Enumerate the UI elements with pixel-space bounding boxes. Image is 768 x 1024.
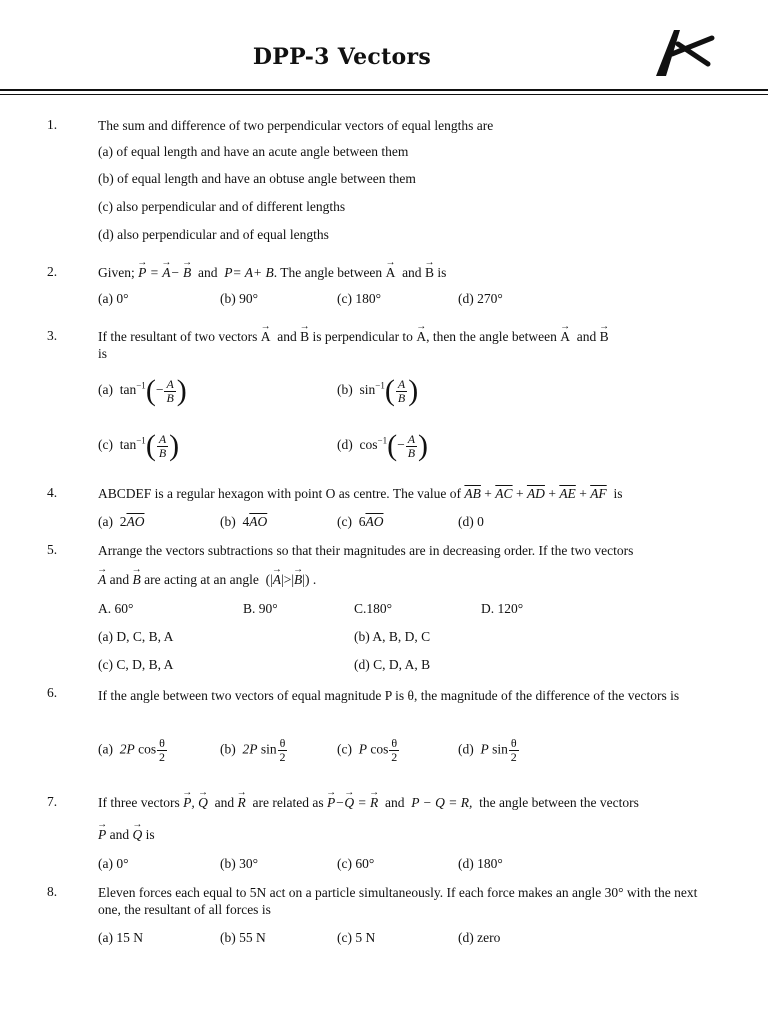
question-number: 8.	[47, 884, 58, 899]
angle-a: A. 60°	[98, 601, 134, 616]
question-number: 4.	[47, 485, 58, 500]
option-a: (a) D, C, B, A	[98, 629, 174, 644]
option-d: (d) 270°	[458, 291, 503, 306]
option-a: (a) of equal length and have an acute angle between them	[98, 144, 409, 159]
question-stem: The sum and difference of two perpendicular vectors of equal lengths are	[98, 118, 494, 133]
question-stem: Given; → P = → A− → B and P= A+ B. The angle between → A and → B is	[98, 264, 728, 281]
question-stem-cont: → A and → B are acting at an angle (|→ A|>|→ B|) .	[98, 571, 728, 588]
option-d: (d) 0	[458, 514, 484, 529]
question-stem: If the resultant of two vectors → A and → B is perpendicular to → A, then the angle between → A and → B is	[98, 328, 728, 362]
option-d: (d) 180°	[458, 856, 503, 871]
option-c: (c) P cos $\frac{\theta}{2}$	[337, 736, 398, 764]
header-rule	[0, 89, 768, 91]
question-number: 7.	[47, 794, 58, 809]
question-number: 6.	[47, 685, 58, 700]
option-c: (c) $\tan^{-1}$( $\frac{A}{B}$ )	[98, 429, 180, 462]
question-stem: If the angle between two vectors of equal magnitude P is θ, the magnitude of the difference of the vectors is	[98, 688, 680, 703]
angle-d: D. 120°	[481, 601, 524, 616]
angle-c: C.180°	[354, 601, 393, 616]
question-stem: Eleven forces each equal to 5N act on a particle simultaneously. If each force makes an angle 30° with the next one, the resultant of all forces is	[98, 885, 698, 917]
option-b: (b) 30°	[220, 856, 259, 871]
option-b: (b) 55 N	[220, 930, 266, 945]
question-number: 5.	[47, 542, 58, 557]
option-a: (a) 0°	[98, 291, 129, 306]
option-b: (b) $4\overline{AO}$	[220, 514, 268, 529]
question-stem: ABCDEF is a regular hexagon with point O as centre. The value of $\overline{AB} + \overline{AC} + \overline{AD} + \overline{AE} + \overline{AF}$ is	[98, 486, 623, 501]
question-stem: If three vectors → P, → Q and → R are related as → P−→ Q = → R and P − Q = R, the angle between the vectors	[98, 794, 728, 811]
option-b: (b) $\sin^{-1}$( $\frac{A}{B}$ )	[337, 374, 419, 407]
option-d: (d) $\cos^{-1}(-$ $\frac{A}{B}$ )	[337, 429, 429, 462]
option-d: (d) also perpendicular and of equal lengths	[98, 227, 329, 242]
option-c: (c) 5 N	[337, 930, 376, 945]
option-a: (a) 15 N	[98, 930, 143, 945]
question-number: 2.	[47, 264, 58, 279]
option-c: (c) $6\overline{AO}$	[337, 514, 384, 529]
option-a: (a) 2P cos $\frac{\theta}{2}$	[98, 736, 165, 764]
option-d: (d) zero	[458, 930, 501, 945]
option-b: (b) 90°	[220, 291, 259, 306]
option-b: (b) 2P sin $\frac{\theta}{2}$	[220, 736, 286, 764]
option-b: (b) of equal length and have an obtuse angle between them	[98, 171, 416, 186]
question-stem-cont: → P and → Q is	[98, 826, 728, 843]
header-rule-thin	[0, 94, 768, 95]
option-c: (c) C, D, B, A	[98, 657, 174, 672]
question-stem: Arrange the vectors subtractions so that their magnitudes are in decreasing order. If the two vectors	[98, 543, 634, 558]
option-c: (c) 60°	[337, 856, 375, 871]
option-b: (b) A, B, D, C	[354, 629, 431, 644]
question-number: 1.	[47, 117, 58, 132]
option-a: (a) $\tan^{-1}(-$ $\frac{A}{B}$ )	[98, 374, 187, 407]
option-c: (c) 180°	[337, 291, 382, 306]
page-title: DPP-3 Vectors	[252, 44, 432, 70]
option-a: (a) $2\overline{AO}$	[98, 514, 145, 529]
option-c: (c) also perpendicular and of different lengths	[98, 199, 346, 214]
angle-b: B. 90°	[243, 601, 278, 616]
option-a: (a) 0°	[98, 856, 129, 871]
question-number: 3.	[47, 328, 58, 343]
option-d: (d) P sin $\frac{\theta}{2}$	[458, 736, 517, 764]
option-d: (d) C, D, A, B	[354, 657, 431, 672]
brand-logo	[650, 24, 720, 84]
